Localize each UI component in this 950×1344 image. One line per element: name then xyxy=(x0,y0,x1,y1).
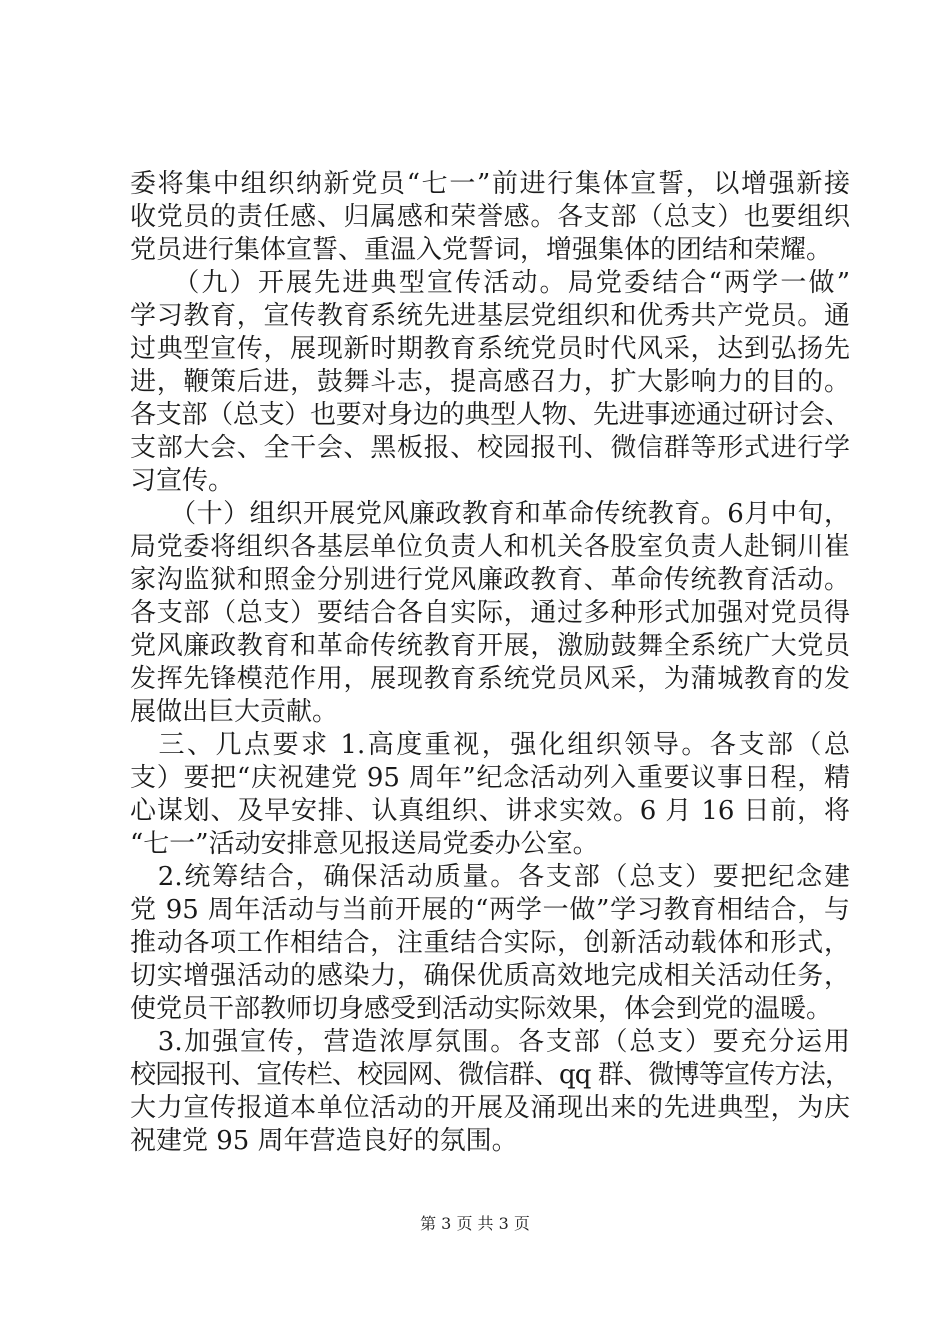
text-line: “七一”活动安排意见报送局党委办公室。 xyxy=(130,829,599,859)
text-line: 校园报刊、宣传栏、校园网、微信群、qq 群、微博等宣传方法， xyxy=(130,1060,850,1090)
text-line: 各支部（总支）要结合各自实际，通过多种形式加强对党员得 xyxy=(130,598,850,628)
text-line: 党风廉政教育和革命传统教育开展，激励鼓舞全系统广大党员 xyxy=(130,631,850,661)
text-line: 支部大会、全干会、黑板报、校园报刊、微信群等形式进行学 xyxy=(130,433,850,463)
text-line: 3.加强宣传，营造浓厚氛围。各支部（总支）要充分运用 xyxy=(130,1027,850,1057)
text-line: 党员进行集体宣誓、重温入党誓词，增强集体的团结和荣耀。 xyxy=(130,235,833,265)
text-line: （十）组织开展党风廉政教育和革命传统教育。6月中旬， xyxy=(130,499,850,529)
page-number-footer: 第 3 页 共 3 页 xyxy=(420,1214,530,1233)
text-line: 委将集中组织纳新党员“七一”前进行集体宣誓，以增强新接 xyxy=(130,169,850,199)
text-line: 三、几点要求 1.高度重视，强化组织领导。各支部（总 xyxy=(130,730,850,760)
text-line: 使党员干部教师切身感受到活动实际效果，体会到党的温暖。 xyxy=(130,994,833,1024)
text-line: 学习教育，宣传教育系统先进基层党组织和优秀共产党员。通 xyxy=(130,301,850,331)
text-line: 切实增强活动的感染力，确保优质高效地完成相关活动任务， xyxy=(130,961,850,991)
text-line: 局党委将组织各基层单位负责人和机关各股室负责人赴铜川崔 xyxy=(130,532,850,562)
text-line: 支）要把“庆祝建党 95 周年”纪念活动列入重要议事日程，精 xyxy=(130,763,850,793)
text-line: 2.统筹结合，确保活动质量。各支部（总支）要把纪念建 xyxy=(130,862,850,892)
text-line: 过典型宣传，展现新时期教育系统党员时代风采，达到弘扬先 xyxy=(130,334,850,364)
text-line: 推动各项工作相结合，注重结合实际，创新活动载体和形式， xyxy=(130,928,850,958)
text-line: 大力宣传报道本单位活动的开展及涌现出来的先进典型，为庆 xyxy=(130,1093,850,1123)
document-body xyxy=(130,168,850,1158)
text-line: 心谋划、及早安排、认真组织、讲求实效。6 月 16 日前，将 xyxy=(130,796,850,826)
text-line: 习宣传。 xyxy=(130,466,235,496)
text-line: 发挥先锋模范作用，展现教育系统党员风采，为蒲城教育的发 xyxy=(130,664,850,694)
text-line: 收党员的责任感、归属感和荣誉感。各支部（总支）也要组织 xyxy=(130,202,850,232)
text-line: 各支部（总支）也要对身边的典型人物、先进事迹通过研讨会、 xyxy=(130,400,850,430)
text-line: 党 95 周年活动与当前开展的“两学一做”学习教育相结合，与 xyxy=(130,895,850,925)
text-line: 家沟监狱和照金分别进行党风廉政教育、革命传统教育活动。 xyxy=(130,565,850,595)
text-line: 祝建党 95 周年营造良好的氛围。 xyxy=(130,1126,518,1156)
text-line: 进，鞭策后进，鼓舞斗志，提高感召力，扩大影响力的目的。 xyxy=(130,367,850,397)
text-line: （九）开展先进典型宣传活动。局党委结合“两学一做” xyxy=(130,268,850,298)
text-line: 展做出巨大贡献。 xyxy=(130,697,339,727)
